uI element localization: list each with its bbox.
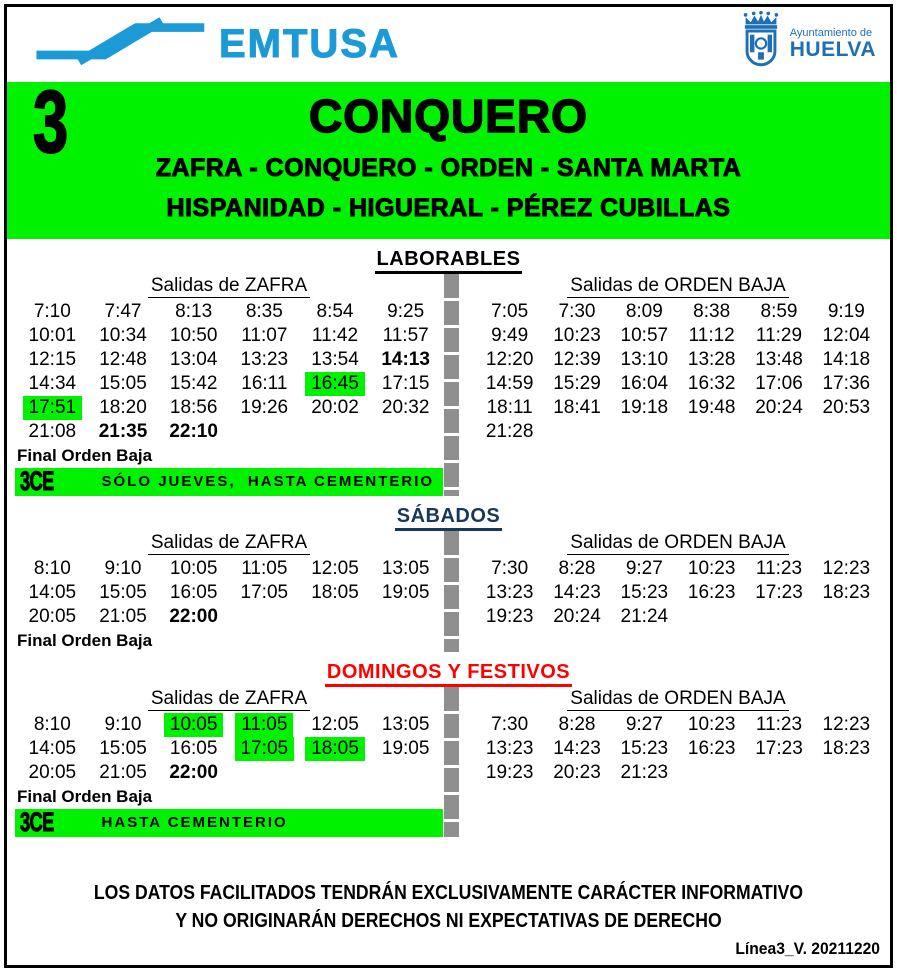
time-cell: 22:00 — [169, 605, 218, 627]
line-banner — [7, 72, 890, 239]
disclaimer — [17, 879, 880, 935]
time-cell: 18:23 — [822, 737, 871, 759]
time-cell: 10:23 — [553, 324, 601, 346]
section-title-laborables: LABORABLES — [15, 248, 882, 271]
time-cell: 14:23 — [553, 581, 601, 603]
time-cell: 17:05 — [240, 581, 289, 603]
orden-baja-times-laborables — [474, 300, 882, 444]
time-cell: 9:25 — [387, 300, 425, 322]
time-cell: 11:23 — [755, 713, 803, 735]
time-cell: 16:05 — [169, 737, 218, 759]
orden-baja-column-sabados — [460, 531, 882, 652]
zafra-times-laborables — [15, 300, 443, 444]
time-cell: 13:04 — [169, 348, 218, 370]
badge-3ce-code: 3CE — [20, 466, 54, 497]
time-cell: 13:05 — [381, 713, 430, 735]
time-cell: 20:24 — [755, 396, 803, 418]
time-cell: 20:05 — [28, 761, 77, 783]
time-cell: 17:51 — [17, 396, 88, 420]
time-cell: 22:00 — [169, 761, 218, 783]
time-cell: 12:23 — [822, 557, 871, 579]
time-cell: 16:11 — [241, 372, 288, 394]
footer — [7, 869, 890, 965]
emtusa-wordmark: EMTUSA — [219, 22, 400, 66]
time-cell: 11:23 — [755, 557, 803, 579]
huelva-label: HUELVA — [789, 38, 876, 62]
time-cell: 16:32 — [687, 372, 736, 394]
time-cell: 19:26 — [240, 396, 289, 418]
divider-strip — [444, 687, 459, 837]
time-cell: 18:56 — [169, 396, 218, 418]
time-cell: 21:08 — [28, 420, 77, 442]
orden-baja-header: Salidas de ORDEN BAJA — [474, 531, 882, 557]
time-cell: 13:54 — [311, 348, 359, 370]
time-cell: 13:23 — [240, 348, 289, 370]
time-cell: 20:23 — [553, 761, 601, 783]
time-cell: 8:28 — [558, 557, 596, 579]
zafra-header: Salidas de ZAFRA — [15, 687, 443, 713]
time-cell: 16:23 — [687, 581, 736, 603]
time-cell: 14:59 — [485, 372, 534, 394]
time-cell: 10:23 — [687, 557, 736, 579]
zafra-header: Salidas de ZAFRA — [15, 274, 443, 300]
badge-bar-3ce — [15, 809, 443, 837]
time-cell: 10:23 — [687, 713, 736, 735]
time-cell: 7:47 — [104, 300, 142, 322]
time-cell: 13:48 — [755, 348, 803, 370]
line-number: 3 — [33, 72, 69, 171]
time-cell: 9:10 — [104, 557, 142, 579]
time-cell: 13:05 — [381, 557, 430, 579]
time-cell: 20:53 — [822, 396, 871, 418]
badge-3ce-code: 3CE — [20, 807, 54, 838]
time-cell: 8:10 — [33, 713, 71, 735]
section-title-sabados: SÁBADOS — [15, 505, 882, 528]
time-cell: 8:38 — [693, 300, 731, 322]
time-cell: 15:23 — [620, 737, 669, 759]
time-cell: 15:05 — [99, 737, 147, 759]
divider-strip — [444, 531, 459, 652]
time-cell: 14:13 — [381, 348, 430, 370]
time-cell: 19:05 — [381, 581, 430, 603]
time-cell: 19:18 — [620, 396, 669, 418]
time-cell: 10:05 — [158, 713, 229, 737]
time-cell: 17:23 — [755, 737, 803, 759]
time-cell: 7:05 — [491, 300, 529, 322]
time-cell: 21:35 — [98, 420, 148, 442]
divider-strip — [444, 274, 459, 496]
time-cell: 19:48 — [687, 396, 736, 418]
time-cell: 17:23 — [755, 581, 803, 603]
time-cell: 15:05 — [99, 581, 147, 603]
section-sabados — [15, 505, 882, 652]
time-cell: 21:05 — [99, 761, 147, 783]
time-cell: 8:35 — [245, 300, 283, 322]
zafra-column-sabados — [15, 531, 443, 652]
time-cell: 14:05 — [28, 737, 77, 759]
time-cell: 21:24 — [620, 605, 669, 627]
time-cell: 12:39 — [553, 348, 601, 370]
disclaimer-line-1: LOS DATOS FACILITADOS TENDRÁN EXCLUSIVAMENTE CARÁCTER INFORMATIVO — [93, 882, 804, 904]
time-cell: 21:28 — [485, 420, 534, 442]
final-orden-baja-note: Final Orden Baja — [17, 630, 153, 650]
route-line-1: ZAFRA - CONQUERO - ORDEN - SANTA MARTA — [155, 153, 742, 182]
time-cell: 17:06 — [755, 372, 803, 394]
orden-baja-times-sabados — [474, 557, 882, 629]
time-cell: 11:12 — [688, 324, 735, 346]
time-cell: 10:05 — [169, 557, 218, 579]
time-cell: 20:05 — [28, 605, 77, 627]
time-cell: 19:23 — [485, 761, 534, 783]
time-cell: 12:48 — [99, 348, 147, 370]
time-cell: 9:27 — [625, 713, 663, 735]
time-cell: 18:05 — [300, 737, 371, 761]
zafra-times-domingos — [15, 713, 443, 785]
time-cell: 14:05 — [28, 581, 77, 603]
page-frame — [4, 4, 893, 968]
time-cell: 16:45 — [300, 372, 371, 396]
time-cell: 11:05 — [241, 557, 288, 579]
time-cell: 11:07 — [241, 324, 288, 346]
time-cell: 18:41 — [553, 396, 601, 418]
time-cell: 18:20 — [99, 396, 147, 418]
line-title: CONQUERO — [309, 90, 588, 142]
emtusa-logo — [35, 16, 400, 73]
time-cell: 18:05 — [311, 581, 359, 603]
time-cell: 20:32 — [381, 396, 430, 418]
timetables — [7, 239, 890, 869]
time-cell: 8:54 — [316, 300, 354, 322]
time-cell: 13:28 — [687, 348, 736, 370]
time-cell: 10:01 — [28, 324, 77, 346]
time-cell: 9:49 — [491, 324, 529, 346]
orden-baja-column-domingos — [460, 687, 882, 837]
route-line-2: HISPANIDAD - HIGUERAL - PÉREZ CUBILLAS — [166, 193, 731, 222]
time-cell: 8:09 — [625, 300, 663, 322]
time-cell: 16:04 — [620, 372, 669, 394]
header-bar — [7, 7, 890, 82]
time-cell: 12:04 — [822, 324, 871, 346]
time-cell: 8:13 — [175, 300, 213, 322]
emtusa-arrows-icon — [35, 16, 205, 73]
time-cell: 17:15 — [381, 372, 430, 394]
time-cell: 13:10 — [620, 348, 669, 370]
time-cell: 12:05 — [311, 713, 359, 735]
section-domingos — [15, 661, 882, 837]
time-cell: 20:24 — [553, 605, 601, 627]
time-cell: 16:05 — [169, 581, 218, 603]
time-cell: 19:23 — [485, 605, 534, 627]
time-cell: 20:02 — [311, 396, 359, 418]
time-cell: 11:05 — [229, 713, 300, 737]
zafra-header: Salidas de ZAFRA — [15, 531, 443, 557]
time-cell: 15:05 — [99, 372, 147, 394]
zafra-column-domingos — [15, 687, 443, 837]
final-orden-baja-note: Final Orden Baja — [17, 445, 153, 465]
time-cell: 17:05 — [229, 737, 300, 761]
time-cell: 10:57 — [620, 324, 669, 346]
huelva-crest-icon — [739, 11, 783, 78]
time-cell: 12:20 — [485, 348, 534, 370]
time-cell: 8:59 — [760, 300, 798, 322]
section-title-domingos: DOMINGOS Y FESTIVOS — [15, 661, 882, 684]
huelva-logo — [739, 11, 880, 78]
time-cell: 7:30 — [491, 557, 529, 579]
time-cell: 21:23 — [620, 761, 669, 783]
badge-3ce-note: HASTA CEMENTERIO — [101, 814, 288, 832]
time-cell: 16:23 — [687, 737, 736, 759]
version-label: Línea3_V. 20211220 — [735, 939, 880, 958]
badge-3ce-note: SÓLO JUEVES, HASTA CEMENTERIO — [101, 473, 435, 491]
orden-baja-header: Salidas de ORDEN BAJA — [474, 274, 882, 300]
zafra-column-laborables — [15, 274, 443, 496]
orden-baja-header: Salidas de ORDEN BAJA — [474, 687, 882, 713]
time-cell: 11:29 — [755, 324, 803, 346]
time-cell: 21:05 — [99, 605, 147, 627]
time-cell: 18:23 — [822, 581, 871, 603]
time-cell: 13:23 — [485, 581, 534, 603]
section-laborables — [15, 248, 882, 496]
time-cell: 14:23 — [553, 737, 601, 759]
time-cell: 8:28 — [558, 713, 596, 735]
time-cell: 15:29 — [553, 372, 601, 394]
time-cell: 9:19 — [827, 300, 865, 322]
time-cell: 13:23 — [485, 737, 534, 759]
badge-bar-3ce — [15, 468, 443, 496]
time-cell: 17:36 — [822, 372, 871, 394]
time-cell: 15:42 — [169, 372, 218, 394]
time-cell: 7:10 — [33, 300, 71, 322]
time-cell: 11:57 — [382, 324, 429, 346]
time-cell: 12:15 — [28, 348, 77, 370]
ayuntamiento-label: Ayuntamiento de — [789, 26, 873, 39]
time-cell: 10:34 — [99, 324, 147, 346]
time-cell: 14:34 — [28, 372, 77, 394]
orden-baja-column-laborables — [460, 274, 882, 496]
time-cell: 19:05 — [381, 737, 430, 759]
time-cell: 7:30 — [558, 300, 596, 322]
time-cell: 14:18 — [822, 348, 871, 370]
time-cell: 9:10 — [104, 713, 142, 735]
time-cell: 18:11 — [486, 396, 533, 418]
time-cell: 9:27 — [625, 557, 663, 579]
time-cell: 15:23 — [620, 581, 669, 603]
final-orden-baja-note: Final Orden Baja — [17, 786, 153, 806]
time-cell: 10:50 — [169, 324, 218, 346]
time-cell: 8:10 — [33, 557, 71, 579]
time-cell: 12:23 — [822, 713, 871, 735]
time-cell: 7:30 — [491, 713, 529, 735]
zafra-times-sabados — [15, 557, 443, 629]
time-cell: 22:10 — [169, 420, 218, 442]
time-cell: 11:42 — [311, 324, 359, 346]
time-cell: 12:05 — [311, 557, 359, 579]
orden-baja-times-domingos — [474, 713, 882, 785]
disclaimer-line-2: Y NO ORIGINARÁN DERECHOS NI EXPECTATIVAS DE DERECHO — [175, 910, 722, 932]
